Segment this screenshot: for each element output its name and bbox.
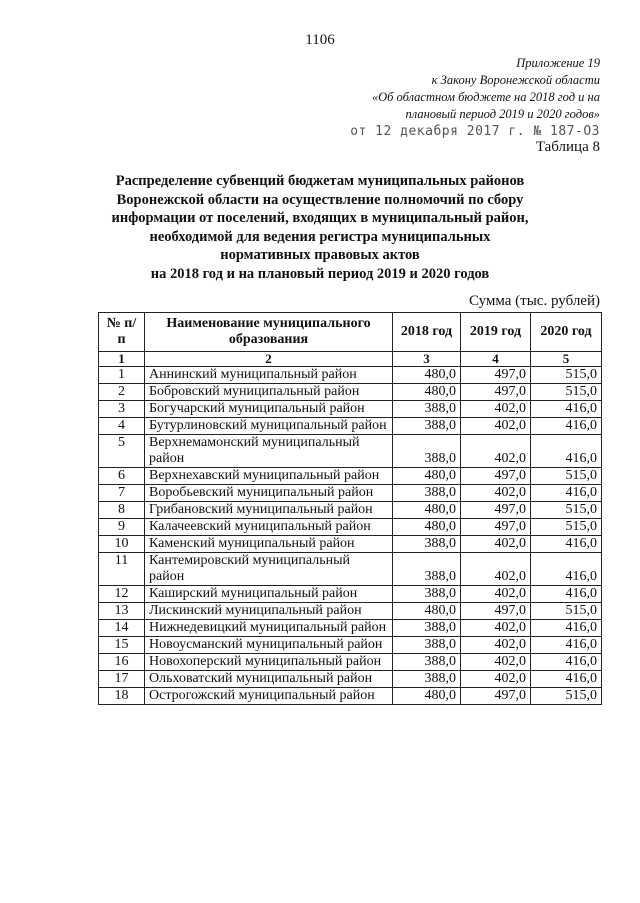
district-name: Острогожский муниципальный район [145,688,393,705]
header-2020: 2020 год [531,313,602,352]
district-name: Лискинский муниципальный район [145,603,393,620]
title-line-1: Распределение субвенций бюджетам муниципальных районов [115,173,525,189]
district-name: Калачеевский муниципальный район [145,519,393,536]
row-number: 4 [99,418,145,435]
value-2019: 497,0 [461,367,531,384]
value-2018: 388,0 [393,620,461,637]
district-name: Аннинский муниципальный район [145,367,393,384]
annex-line-3: «Об областном бюджете на 2018 год и на [371,90,600,104]
value-2018: 480,0 [393,367,461,384]
row-number: 15 [99,637,145,654]
value-2019: 402,0 [461,401,531,418]
row-number: 11 [99,553,145,586]
table-row [99,468,602,485]
district-name: Верхнемамонский муниципальный район [145,435,393,468]
row-number: 1 [99,367,145,384]
table-row [99,485,602,502]
value-2020: 416,0 [531,536,602,553]
row-number: 14 [99,620,145,637]
table-row [99,688,602,705]
district-name: Новохоперский муниципальный район [145,654,393,671]
value-2018: 480,0 [393,384,461,401]
value-2020: 416,0 [531,435,602,468]
table-row [99,553,602,586]
value-2020: 416,0 [531,418,602,435]
value-2020: 416,0 [531,401,602,418]
value-2018: 388,0 [393,435,461,468]
district-name: Каширский муниципальный район [145,586,393,603]
row-number: 5 [99,435,145,468]
value-2019: 402,0 [461,485,531,502]
row-number: 10 [99,536,145,553]
table-row [99,671,602,688]
document-title [70,172,570,283]
annex-line-2: к Закону Воронежской области [431,73,600,87]
header-name: Наименование муниципального образования [145,313,393,352]
table-header-row [99,313,602,352]
row-number: 3 [99,401,145,418]
col-number-3: 3 [393,352,461,367]
district-name: Нижнедевицкий муниципальный район [145,620,393,637]
table-row [99,435,602,468]
table-row [99,654,602,671]
value-2019: 402,0 [461,637,531,654]
row-number: 16 [99,654,145,671]
table-row [99,401,602,418]
page-number: 1106 [305,32,335,48]
column-number-row [99,352,602,367]
value-2020: 416,0 [531,620,602,637]
value-2019: 402,0 [461,536,531,553]
value-2020: 416,0 [531,586,602,603]
value-2019: 402,0 [461,620,531,637]
district-name: Каменский муниципальный район [145,536,393,553]
value-2018: 388,0 [393,485,461,502]
value-2020: 515,0 [531,468,602,485]
table-row [99,620,602,637]
annex-line-1: Приложение 19 [516,56,600,70]
header-2018: 2018 год [393,313,461,352]
sum-unit-label: Сумма (тыс. рублей) [468,293,600,309]
row-number: 8 [99,502,145,519]
value-2019: 497,0 [461,468,531,485]
value-2019: 497,0 [461,688,531,705]
row-number: 18 [99,688,145,705]
value-2019: 497,0 [461,519,531,536]
district-name: Богучарский муниципальный район [145,401,393,418]
row-number: 13 [99,603,145,620]
table-row [99,418,602,435]
value-2020: 416,0 [531,553,602,586]
value-2020: 515,0 [531,519,602,536]
value-2019: 402,0 [461,671,531,688]
value-2018: 480,0 [393,688,461,705]
table-label: Таблица 8 [535,139,600,155]
table-row [99,536,602,553]
value-2020: 416,0 [531,654,602,671]
district-name: Новоусманский муниципальный район [145,637,393,654]
col-number-1: 1 [99,352,145,367]
value-2018: 388,0 [393,671,461,688]
row-number: 6 [99,468,145,485]
district-name: Бутурлиновский муниципальный район [145,418,393,435]
header-2019: 2019 год [461,313,531,352]
district-name: Верхнехавский муниципальный район [145,468,393,485]
district-name: Ольховатский муниципальный район [145,671,393,688]
district-name: Кантемировский муниципальный район [145,553,393,586]
value-2018: 480,0 [393,519,461,536]
title-line-5: нормативных правовых актов [220,247,420,263]
date-stamp: от 12 декабря 2017 г. № 187-ОЗ [350,124,600,139]
value-2019: 497,0 [461,384,531,401]
table-row [99,586,602,603]
annex-line-4: плановый период 2019 и 2020 годов» [405,107,600,121]
col-number-2: 2 [145,352,393,367]
row-number: 12 [99,586,145,603]
value-2019: 497,0 [461,502,531,519]
annex-block [300,55,600,140]
table-row [99,519,602,536]
title-line-2: Воронежской области на осуществление полномочий по сбору [116,191,524,208]
value-2019: 402,0 [461,435,531,468]
value-2019: 402,0 [461,553,531,586]
title-line-3: информации от поселений, входящих в муниципальный район, [111,210,529,226]
value-2020: 416,0 [531,637,602,654]
value-2018: 388,0 [393,637,461,654]
row-number: 2 [99,384,145,401]
table-row [99,384,602,401]
row-number: 9 [99,519,145,536]
table-row [99,637,602,654]
value-2019: 402,0 [461,654,531,671]
header-number: № п/п [99,313,145,352]
title-line-6: на 2018 год и на плановый период 2019 и 2020 годов [150,265,490,282]
value-2020: 416,0 [531,671,602,688]
subventions-table [98,312,602,705]
value-2019: 402,0 [461,586,531,603]
value-2018: 480,0 [393,502,461,519]
table-row [99,603,602,620]
value-2018: 388,0 [393,654,461,671]
value-2020: 416,0 [531,485,602,502]
value-2018: 480,0 [393,603,461,620]
table-row [99,502,602,519]
value-2020: 515,0 [531,367,602,384]
value-2020: 515,0 [531,603,602,620]
value-2019: 402,0 [461,418,531,435]
value-2020: 515,0 [531,502,602,519]
value-2020: 515,0 [531,688,602,705]
district-name: Воробьевский муниципальный район [145,485,393,502]
value-2018: 388,0 [393,586,461,603]
value-2018: 388,0 [393,418,461,435]
value-2020: 515,0 [531,384,602,401]
value-2018: 388,0 [393,536,461,553]
value-2019: 497,0 [461,603,531,620]
table-row [99,367,602,384]
district-name: Бобровский муниципальный район [145,384,393,401]
district-name: Грибановский муниципальный район [145,502,393,519]
value-2018: 388,0 [393,401,461,418]
value-2018: 480,0 [393,468,461,485]
row-number: 17 [99,671,145,688]
value-2018: 388,0 [393,553,461,586]
col-number-5: 5 [531,352,602,367]
title-line-4: необходимой для ведения регистра муниципальных [149,228,491,245]
col-number-4: 4 [461,352,531,367]
row-number: 7 [99,485,145,502]
